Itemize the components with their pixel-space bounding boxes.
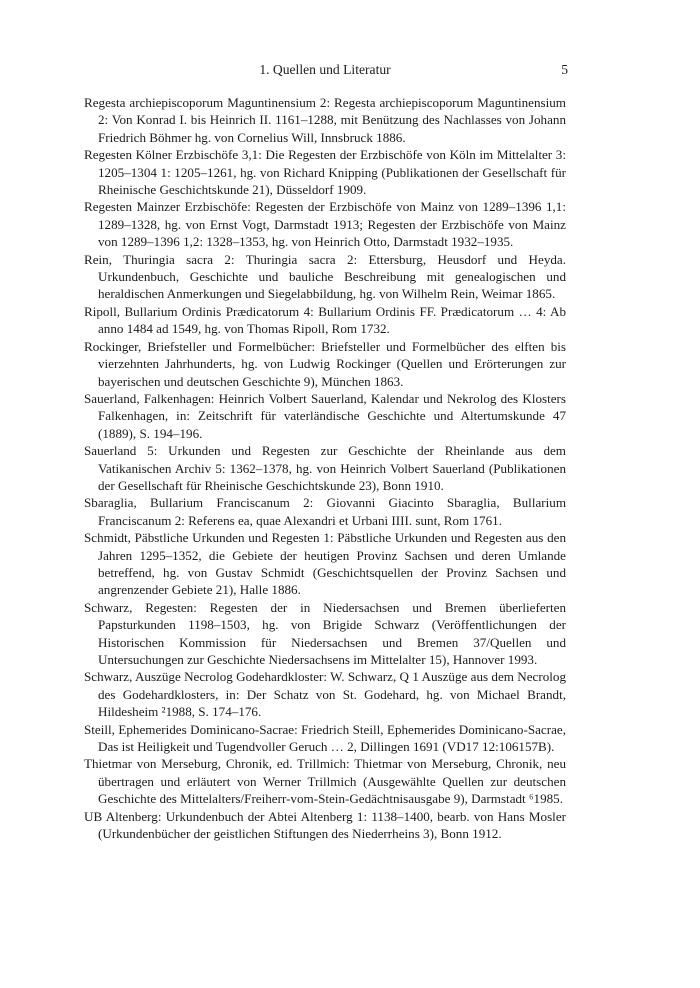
bibliography-entry: Rockinger, Briefsteller und Formelbücher: Briefsteller und Formelbücher des elften bis vierzehnten Jahrhunderts, hg. von Ludwig Rockinger (Quellen und Erörterungen zur bayerischen und deutschen Geschichte 9), München 1863. (84, 338, 566, 389)
bibliography-entry: Thietmar von Merseburg, Chronik, ed. Trillmich: Thietmar von Merseburg, Chronik, neu übertragen und erläutert von Werner Trillmich (Ausgewählte Quellen zur deutschen Geschichte des Mittelalters/Freiherr-vom-Stein-Gedächtnisausgabe 9), Darmstadt ⁶1985. (84, 756, 566, 807)
bibliography-entry: Ripoll, Bullarium Ordinis Prædicatorum 4: Bullarium Ordinis FF. Prædicatorum … 4: Ab anno 1484 ad 1549, hg. von Thomas Ripoll, Rom 1732. (84, 303, 566, 337)
bibliography-entry: Sbaraglia, Bullarium Franciscanum 2: Giovanni Giacinto Sbaraglia, Bullarium Franciscanum 2: Referens ea, quae Alexandri et Urbani IIII. sunt, Rom 1761. (84, 495, 566, 528)
bibliography-entry: Schwarz, Regesten: Regesten der in Niedersachsen und Bremen überlieferten Papsturkunden 1198–1503, hg. von Brigide Schwarz (Veröffentlichungen der Historischen Kommission für Niedersachsen und Bremen 37/Quellen und Untersuchungen zur Geschichte Niedersachsens im Mittelalter 15), Hannover 1993. (84, 599, 566, 667)
bibliography-entry: UB Altenberg: Urkundenbuch der Abtei Altenberg 1: 1138–1400, bearb. von Hans Mosler (Urkundenbücher der geistlichen Stiftungen des Niederrheins 3), Bonn 1912. (84, 808, 566, 842)
bibliography-entry: Rein, Thuringia sacra 2: Thuringia sacra 2: Ettersburg, Heusdorf und Heyda. Urkundenbuch, Geschichte und bauliche Beschreibung mit genealogischen und heraldischen Anmerkungen und Siegelabbildung, hg. von Wilhelm Rein, Weimar 1865. (84, 251, 566, 302)
bibliography-entry: Steill, Ephemerides Dominicano-Sacrae: Friedrich Steill, Ephemerides Dominicano-Sacrae, Das ist Heiligkeit und Tugendvoller Geruch … 2, Dillingen 1691 (VD17 12:106157B). (84, 721, 566, 755)
bibliography-entry: Schmidt, Päbstliche Urkunden und Regesten 1: Päbstliche Urkunden und Regesten aus den Jahren 1295–1352, die Gebiete der heutigen Provinz Sachsen und deren Umlande betreffend, hg. von Gustav Schmidt (Geschichtsquellen der Provinz Sachsen und angrenzender Gebiete 21), Halle 1886. (84, 530, 566, 598)
page (84, 62, 566, 842)
bibliography-entry: Sauerland 5: Urkunden und Regesten zur Geschichte der Rheinlande aus dem Vatikanischen Archiv 5: 1362–1378, hg. von Heinrich Volbert Sauerland (Publikationen der Gesellschaft für Rheinische Geschichtskunde 23), Bonn 1910. (84, 443, 566, 493)
page-number: 5 (561, 62, 568, 77)
bibliography-entry: Regesten Mainzer Erzbischöfe: Regesten der Erzbischöfe von Mainz von 1289–1396 1,1: 1289–1328, hg. von Ernst Vogt, Darmstadt 1913; Regesten der Erzbischöfe von Mainz von 1289–1396 1,2: 1328–1353, hg. von Heinrich Otto, Darmstadt 1932–1935. (84, 199, 566, 250)
bibliography-entry: Regesten Kölner Erzbischöfe 3,1: Die Regesten der Erzbischöfe von Köln im Mittelalter 3: 1205–1304 1: 1205–1261, hg. von Richard Knipping (Publikationen der Gesellschaft für Rheinische Geschichtskunde 21), Düsseldorf 1909. (84, 147, 566, 198)
bibliography-list (84, 94, 566, 842)
bibliography-entry: Sauerland, Falkenhagen: Heinrich Volbert Sauerland, Kalendar und Nekrolog des Klosters Falkenhagen, in: Zeitschrift für vaterländische Geschichte und Altertumskunde 47 (1889), S. 194–196. (84, 390, 566, 441)
running-head (84, 62, 566, 84)
bibliography-entry: Regesta archiepiscoporum Maguntinensium 2: Regesta archiepiscoporum Maguntinensium 2: Von Konrad I. bis Heinrich II. 1161–1288, mit Benützung des Nachlasses von Johann Friedrich Böhmer hg. von Cornelius Will, Innsbruck 1886. (84, 95, 566, 145)
bibliography-entry: Schwarz, Auszüge Necrolog Godehardkloster: W. Schwarz, Q 1 Auszüge aus dem Necrolog des Godehardklosters, in: Der Schatz von St. Godehard, hg. von Michael Brandt, Hildesheim ²1988, S. 174–176. (84, 669, 566, 720)
running-head-title: 1. Quellen und Literatur (259, 62, 391, 77)
